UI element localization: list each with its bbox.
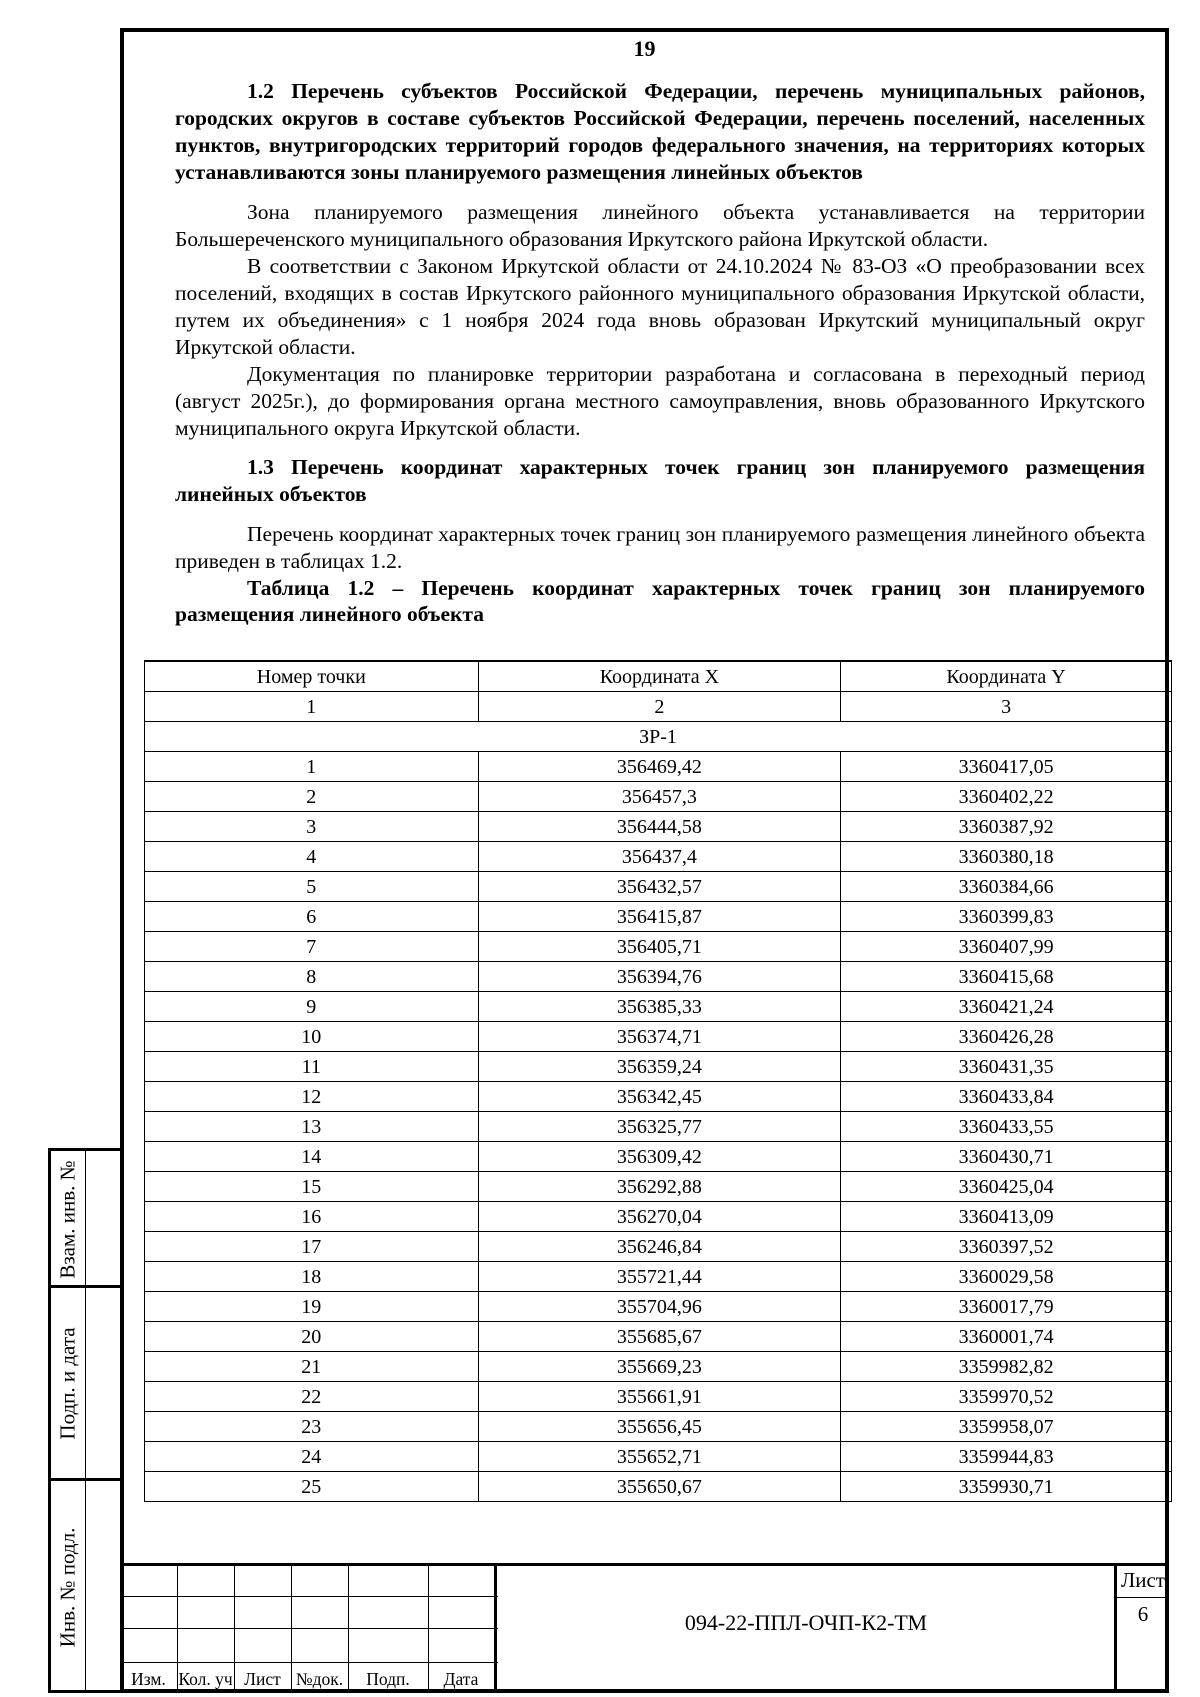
- paragraph: В соответствии с Законом Иркутской области от 24.10.2024 № 83-ОЗ «О преобразовании всех поселений, входящих в состав Иркутского районного муниципального образования Иркутской области, путем их объединения» с 1 ноября 2024 года вновь образован Иркутский муниципальный округ Иркутской области.: [175, 254, 1145, 359]
- coord-y-cell: 3360433,55: [841, 1112, 1172, 1142]
- coord-x-cell: 356444,58: [478, 812, 841, 842]
- table-row: [145, 1472, 1172, 1502]
- table-row: [145, 992, 1172, 1022]
- document-body: [175, 78, 1145, 627]
- header-point-number: Номер точки: [145, 661, 479, 692]
- column-number: 2: [478, 692, 841, 722]
- sheet-number: 6: [1137, 1602, 1149, 1626]
- coord-x-cell: 356457,3: [478, 782, 841, 812]
- coord-y-cell: 3359930,71: [841, 1472, 1172, 1502]
- coord-y-cell: 3360397,52: [841, 1232, 1172, 1262]
- coord-x-cell: 356437,4: [478, 842, 841, 872]
- header-coord-x: Координата X: [478, 661, 841, 692]
- coord-x-cell: 356325,77: [478, 1112, 841, 1142]
- point-number-cell: 21: [145, 1352, 479, 1382]
- coord-y-cell: 3360421,24: [841, 992, 1172, 1022]
- table-row: [145, 1232, 1172, 1262]
- point-number-cell: 7: [145, 932, 479, 962]
- coord-x-cell: 355661,91: [478, 1382, 841, 1412]
- coord-y-cell: 3360425,04: [841, 1172, 1172, 1202]
- document-code: 094-22-ППЛ-ОЧП-К2-ТМ: [684, 1610, 928, 1635]
- point-number-cell: 20: [145, 1322, 479, 1352]
- point-number-cell: 16: [145, 1202, 479, 1232]
- coord-y-cell: 3360380,18: [841, 842, 1172, 872]
- table-body: [145, 752, 1172, 1502]
- coord-y-cell: 3360415,68: [841, 962, 1172, 992]
- header-coord-y: Координата Y: [841, 661, 1172, 692]
- point-number-cell: 18: [145, 1262, 479, 1292]
- table-header-row: [145, 661, 1172, 692]
- table-row: [145, 752, 1172, 782]
- table-row: [145, 1022, 1172, 1052]
- table-row: [145, 1352, 1172, 1382]
- section-1-2-heading: 1.2 Перечень субъектов Российской Федерации, перечень муниципальных районов, городских округов в составе субъектов Российской Федерации, перечень поселений, населенных пунктов, внутригородских территорий городов федерального значения, на территориях которых устанавливаются зоны планируемого размещения линейных объектов: [175, 79, 1145, 184]
- coordinates-table: [144, 660, 1172, 1502]
- point-number-cell: 5: [145, 872, 479, 902]
- coord-x-cell: 355656,45: [478, 1412, 841, 1442]
- table-row: [145, 872, 1172, 902]
- title-block: [120, 1563, 1169, 1693]
- point-number-cell: 22: [145, 1382, 479, 1412]
- point-number-cell: 14: [145, 1142, 479, 1172]
- point-number-cell: 3: [145, 812, 479, 842]
- paragraph: Зона планируемого размещения линейного объекта устанавливается на территории Большереченского муниципального образования Иркутского района Иркутской области.: [175, 200, 1145, 251]
- coord-x-cell: 356246,84: [478, 1232, 841, 1262]
- coord-y-cell: 3360431,35: [841, 1052, 1172, 1082]
- section-1-3-heading: 1.3 Перечень координат характерных точек границ зон планируемого размещения линейных объектов: [175, 455, 1145, 506]
- column-number: 1: [145, 692, 479, 722]
- coord-y-cell: 3360430,71: [841, 1142, 1172, 1172]
- side-cell-podp-data: Подп. и дата: [55, 1326, 80, 1440]
- coord-x-cell: 356469,42: [478, 752, 841, 782]
- label-podp: Подп.: [366, 1669, 410, 1689]
- page-number: 19: [633, 36, 656, 61]
- point-number-cell: 2: [145, 782, 479, 812]
- coord-y-cell: 3360384,66: [841, 872, 1172, 902]
- point-number-cell: 13: [145, 1112, 479, 1142]
- point-number-cell: 15: [145, 1172, 479, 1202]
- label-list: Лист: [244, 1669, 281, 1689]
- table-row: [145, 812, 1172, 842]
- point-number-cell: 23: [145, 1412, 479, 1442]
- point-number-cell: 19: [145, 1292, 479, 1322]
- point-number-cell: 8: [145, 962, 479, 992]
- side-cell-inv-podl: Инв. № подл.: [55, 1527, 80, 1647]
- table-row: [145, 932, 1172, 962]
- table-caption: Таблица 1.2 – Перечень координат характерных точек границ зон планируемого размещения линейного объекта: [175, 576, 1145, 626]
- table-row: [145, 1112, 1172, 1142]
- coord-x-cell: 356270,04: [478, 1202, 841, 1232]
- point-number-cell: 24: [145, 1442, 479, 1472]
- coord-x-cell: 355685,67: [478, 1322, 841, 1352]
- coord-x-cell: 355669,23: [478, 1352, 841, 1382]
- table-row: [145, 1172, 1172, 1202]
- coord-y-cell: 3360417,05: [841, 752, 1172, 782]
- label-kol-uch: Кол. уч: [178, 1669, 233, 1689]
- table-row: [145, 1082, 1172, 1112]
- table-row: [145, 1442, 1172, 1472]
- table-row: [145, 842, 1172, 872]
- coord-x-cell: 355721,44: [478, 1262, 841, 1292]
- coord-x-cell: 355650,67: [478, 1472, 841, 1502]
- table-row: [145, 1052, 1172, 1082]
- table-column-numbers-row: [145, 692, 1172, 722]
- table-row: [145, 1412, 1172, 1442]
- table-row: [145, 1262, 1172, 1292]
- coord-y-cell: 3359982,82: [841, 1352, 1172, 1382]
- point-number-cell: 4: [145, 842, 479, 872]
- coord-x-cell: 356359,24: [478, 1052, 841, 1082]
- coord-x-cell: 356374,71: [478, 1022, 841, 1052]
- point-number-cell: 11: [145, 1052, 479, 1082]
- side-cell-zam-inv: Взам. инв. №: [55, 1160, 80, 1279]
- coord-y-cell: 3360001,74: [841, 1322, 1172, 1352]
- label-izm: Изм.: [131, 1669, 166, 1689]
- coord-x-cell: 355652,71: [478, 1442, 841, 1472]
- paragraph: Документация по планировке территории разработана и согласована в переходный период (август 2025г.), до формирования органа местного самоуправления, вновь образованного Иркутского муниципального округа Иркутской области.: [175, 362, 1145, 440]
- table-row: [145, 1292, 1172, 1322]
- table-row: [145, 1382, 1172, 1412]
- coord-y-cell: 3359958,07: [841, 1412, 1172, 1442]
- coord-y-cell: 3360399,83: [841, 902, 1172, 932]
- table-row: [145, 1202, 1172, 1232]
- coord-y-cell: 3360402,22: [841, 782, 1172, 812]
- coord-y-cell: 3359970,52: [841, 1382, 1172, 1412]
- point-number-cell: 25: [145, 1472, 479, 1502]
- point-number-cell: 9: [145, 992, 479, 1022]
- coord-x-cell: 356415,87: [478, 902, 841, 932]
- point-number-cell: 1: [145, 752, 479, 782]
- point-number-cell: 17: [145, 1232, 479, 1262]
- point-number-cell: 10: [145, 1022, 479, 1052]
- coord-x-cell: 355704,96: [478, 1292, 841, 1322]
- coord-y-cell: 3360029,58: [841, 1262, 1172, 1292]
- coord-x-cell: 356309,42: [478, 1142, 841, 1172]
- table-row: [145, 1322, 1172, 1352]
- label-ndok: №док.: [295, 1669, 344, 1689]
- coord-x-cell: 356394,76: [478, 962, 841, 992]
- label-data: Дата: [443, 1669, 479, 1689]
- coord-y-cell: 3360387,92: [841, 812, 1172, 842]
- column-number: 3: [841, 692, 1172, 722]
- coord-x-cell: 356385,33: [478, 992, 841, 1022]
- coord-y-cell: 3360017,79: [841, 1292, 1172, 1322]
- coord-x-cell: 356292,88: [478, 1172, 841, 1202]
- table-row: [145, 782, 1172, 812]
- coord-y-cell: 3360426,28: [841, 1022, 1172, 1052]
- side-stamp: [48, 1148, 120, 1693]
- sheet-label: Лист: [1121, 1568, 1165, 1592]
- coord-y-cell: 3360433,84: [841, 1082, 1172, 1112]
- table-row: [145, 1142, 1172, 1172]
- coord-y-cell: 3359944,83: [841, 1442, 1172, 1472]
- coord-x-cell: 356342,45: [478, 1082, 841, 1112]
- table-group-row: [145, 722, 1172, 752]
- coord-y-cell: 3360413,09: [841, 1202, 1172, 1232]
- coord-y-cell: 3360407,99: [841, 932, 1172, 962]
- coord-x-cell: 356405,71: [478, 932, 841, 962]
- table-row: [145, 902, 1172, 932]
- coord-x-cell: 356432,57: [478, 872, 841, 902]
- point-number-cell: 6: [145, 902, 479, 932]
- table-row: [145, 962, 1172, 992]
- group-label: ЗР-1: [145, 722, 1172, 752]
- point-number-cell: 12: [145, 1082, 479, 1112]
- paragraph: Перечень координат характерных точек границ зон планируемого размещения линейного объекта приведен в таблицах 1.2.: [175, 522, 1145, 573]
